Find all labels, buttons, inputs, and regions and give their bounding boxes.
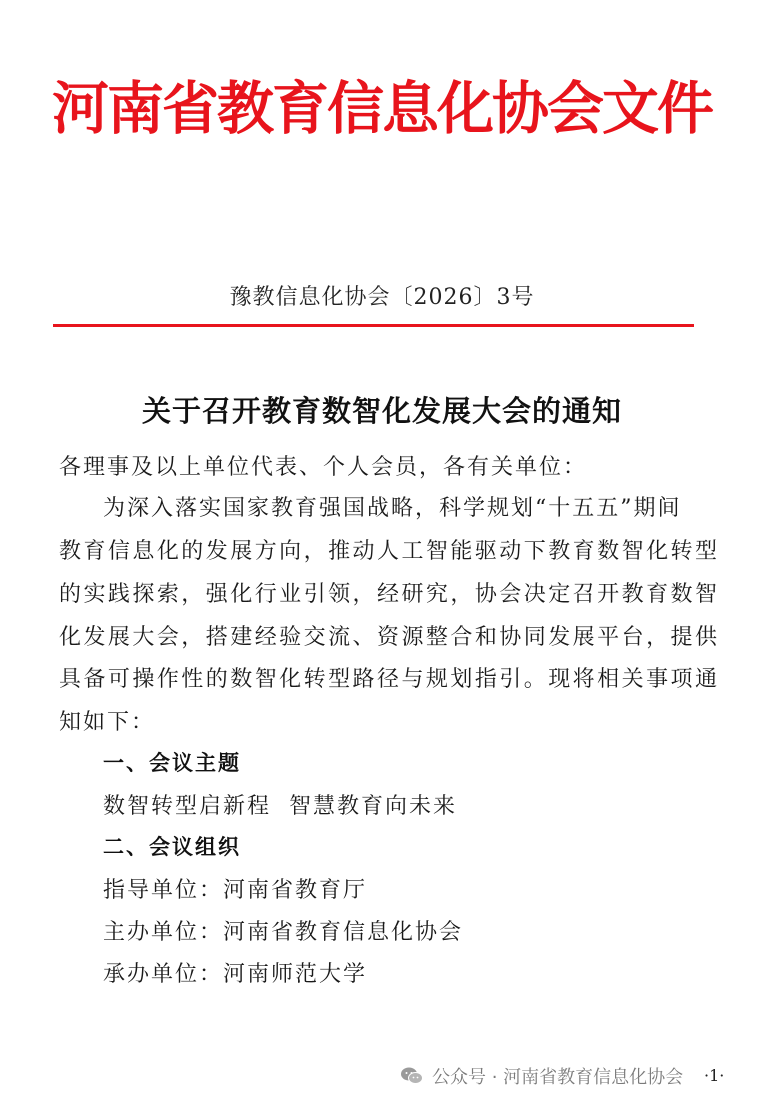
- body-line: 知如下：: [59, 710, 156, 735]
- section-heading-organization: 二、会议组织: [103, 835, 241, 859]
- wechat-icon: [400, 1066, 424, 1086]
- body-line: 化发展大会，搭建经验交流、资源整合和协同发展平台，提供: [59, 625, 719, 650]
- meeting-theme: 数智转型启新程 智慧教育向未来: [103, 794, 457, 819]
- red-divider-line: [53, 324, 694, 327]
- wechat-watermark: [400, 1062, 683, 1090]
- body-line: 具备可操作性的数智化转型路径与规划指引。现将相关事项通: [59, 667, 719, 692]
- host-unit: 主办单位：河南省教育信息化协会: [103, 920, 464, 945]
- organizer-unit: 承办单位：河南师范大学: [103, 962, 368, 987]
- body-line: 教育信息化的发展方向，推动人工智能驱动下教育数智化转型: [59, 539, 719, 564]
- document-number: 豫教信息化协会〔2026〕3号: [229, 285, 535, 310]
- notice-title: 关于召开教育数智化发展大会的通知: [141, 394, 622, 428]
- body-line: 的实践探索，强化行业引领，经研究，协会决定召开教育数智: [59, 582, 719, 607]
- page-number: ·1·: [704, 1066, 725, 1085]
- section-heading-theme: 一、会议主题: [103, 751, 241, 775]
- guide-unit: 指导单位：河南省教育厅: [103, 878, 368, 903]
- watermark-text: 公众号 · 河南省教育信息化协会: [432, 1067, 684, 1088]
- salutation: 各理事及以上单位代表、个人会员，各有关单位：: [59, 455, 588, 480]
- document-header-title: 河南省教育信息化协会文件: [52, 76, 712, 142]
- body-line: 为深入落实国家教育强国战略，科学规划“十五五”期间: [103, 496, 682, 521]
